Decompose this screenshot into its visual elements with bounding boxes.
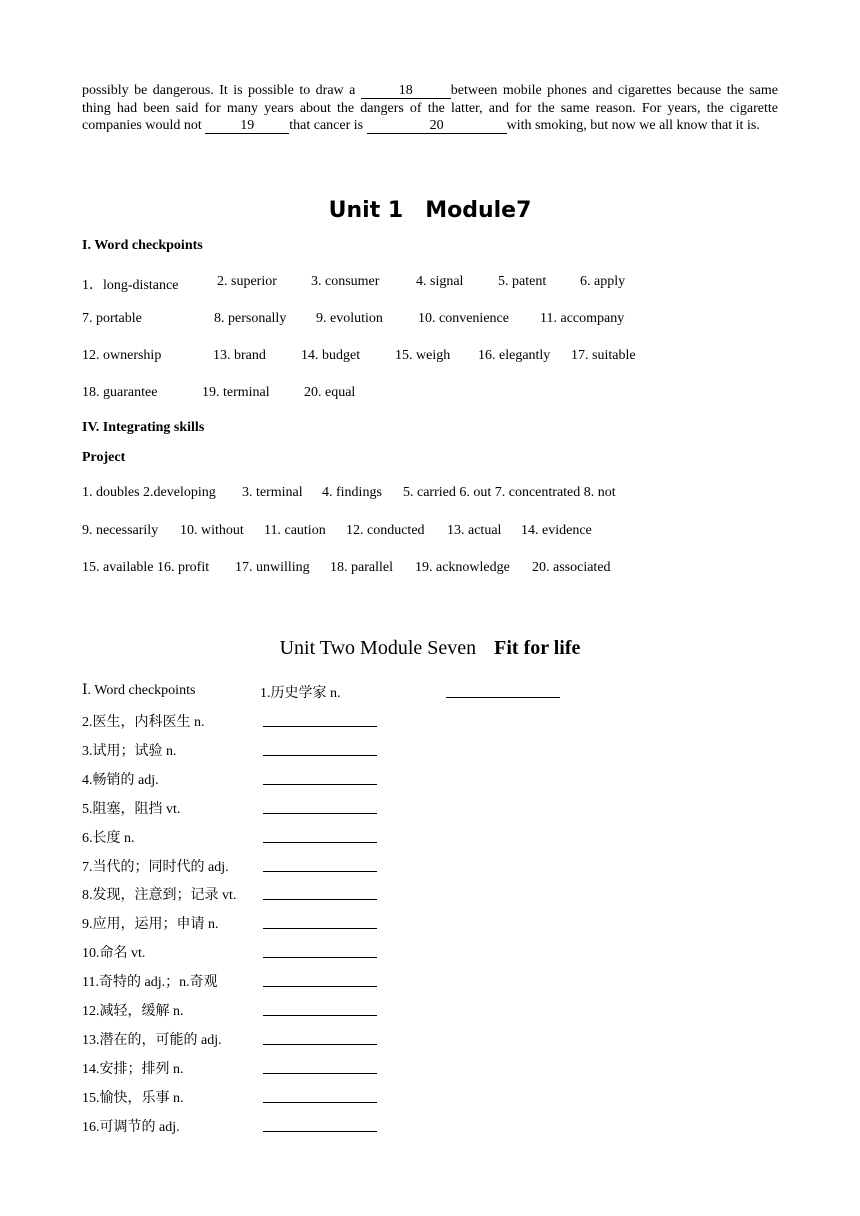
answer-blank[interactable] [263, 1044, 377, 1045]
unit2-title-text: Unit Two Module Seven [279, 637, 477, 659]
answer-item: 10. without [180, 523, 244, 538]
answer-item: 14. budget [301, 348, 361, 363]
word-checkpoints-heading: I. Word checkpoints [82, 238, 203, 253]
answer-item: 5. carried 6. out 7. concentrated 8. not [403, 485, 616, 500]
section-label: Ⅰ. Word checkpoints [82, 683, 196, 698]
vocab-prompt: 10.命名 vt. [82, 946, 146, 961]
vocab-prompt: 11.奇特的 adj.；n.奇观 [82, 975, 218, 990]
answer-item: 8. personally [214, 311, 287, 326]
vocab-prompt: 1.历史学家 n. [260, 686, 341, 701]
answer-item: 14. evidence [521, 523, 592, 538]
answer-item: 9. necessarily [82, 523, 159, 538]
answer-item: 9. evolution [316, 311, 383, 326]
vocab-prompt: 15.愉快，乐事 n. [82, 1091, 184, 1106]
answer-item: 20. associated [532, 560, 611, 575]
unit2-title-bold: Fit for life [494, 637, 581, 659]
answer-item: 13. brand [213, 348, 266, 363]
answer-blank[interactable] [263, 957, 377, 958]
answer-item: 11. caution [264, 523, 326, 538]
unit2-title [82, 637, 778, 660]
vocab-prompt: 8.发现，注意到；记录 vt. [82, 888, 237, 903]
answer-item: 6. apply [580, 274, 626, 289]
passage-paragraph [82, 82, 778, 135]
vocab-prompt: 4.畅销的 adj. [82, 773, 159, 788]
blank-18[interactable]: 18 [361, 84, 451, 99]
answer-item: 16. elegantly [478, 348, 551, 363]
vocab-prompt: 16.可调节的 adj. [82, 1120, 180, 1135]
answer-blank[interactable] [263, 755, 377, 756]
answer-item: 1．long-distance [82, 278, 179, 293]
answer-item: 20. equal [304, 385, 356, 400]
vocab-prompt: 14.安排；排列 n. [82, 1062, 184, 1077]
answer-blank[interactable] [263, 1073, 377, 1074]
integrating-skills-heading: IV. Integrating skills [82, 420, 205, 435]
blank-20[interactable]: 20 [367, 119, 507, 134]
unit1-title-module: Module7 [425, 198, 532, 223]
passage-text: between mobile phones and cigarettes because the same thing had been said for many years about the dangers of the latter, and for the same reason. For years, the cigarette companies would not [82, 83, 778, 133]
answer-item: 3. consumer [311, 274, 380, 289]
answer-blank[interactable] [263, 842, 377, 843]
vocab-prompt: 3.试用；试验 n. [82, 744, 177, 759]
answer-item: 4. findings [322, 485, 382, 500]
answer-item: 5. patent [498, 274, 547, 289]
answer-blank[interactable] [263, 1102, 377, 1103]
unit1-title-unit: Unit 1 [328, 198, 404, 223]
answer-blank[interactable] [263, 813, 377, 814]
answer-blank[interactable] [263, 871, 377, 872]
vocab-prompt: 7.当代的；同时代的 adj. [82, 860, 229, 875]
passage-text: with smoking, but now we all know that it is. [506, 118, 760, 133]
passage-text: that cancer is [289, 118, 367, 133]
answer-blank[interactable] [263, 1015, 377, 1016]
answer-blank[interactable] [446, 697, 560, 698]
answer-item: 3. terminal [242, 485, 303, 500]
answer-item: 4. signal [416, 274, 464, 289]
vocab-prompt: 2.医生，内科医生 n. [82, 715, 205, 730]
answer-blank[interactable] [263, 784, 377, 785]
answer-item: 13. actual [447, 523, 502, 538]
answer-blank[interactable] [263, 986, 377, 987]
answer-item: 18. parallel [330, 560, 393, 575]
passage-text: possibly be dangerous. It is possible to draw a [82, 83, 361, 98]
answer-item: 1. doubles 2.developing [82, 485, 216, 500]
vocab-prompt: 12.减轻，缓解 n. [82, 1004, 184, 1019]
answer-item: 12. conducted [346, 523, 425, 538]
vocab-prompt: 6.长度 n. [82, 831, 135, 846]
answer-item: 15. weigh [395, 348, 451, 363]
project-heading: Project [82, 450, 126, 465]
answer-item: 7. portable [82, 311, 142, 326]
answer-blank[interactable] [263, 899, 377, 900]
answer-item: 17. suitable [571, 348, 636, 363]
answer-item: 2. superior [217, 274, 277, 289]
answer-item: 15. available 16. profit [82, 560, 210, 575]
answer-blank[interactable] [263, 726, 377, 727]
answer-item: 19. acknowledge [415, 560, 510, 575]
answer-item: 11. accompany [540, 311, 625, 326]
answer-blank[interactable] [263, 1131, 377, 1132]
vocab-prompt: 13.潜在的，可能的 adj. [82, 1033, 222, 1048]
answer-item: 18. guarantee [82, 385, 158, 400]
answer-item: 12. ownership [82, 348, 162, 363]
answer-item: 10. convenience [418, 311, 509, 326]
unit1-title [82, 198, 778, 223]
vocab-prompt: 9.应用，运用；申请 n. [82, 917, 219, 932]
vocab-prompt: 5.阻塞，阻挡 vt. [82, 802, 181, 817]
blank-19[interactable]: 19 [205, 119, 289, 134]
answer-blank[interactable] [263, 928, 377, 929]
answer-item: 19. terminal [202, 385, 270, 400]
document-page [82, 82, 778, 1135]
answer-item: 17. unwilling [235, 560, 310, 575]
